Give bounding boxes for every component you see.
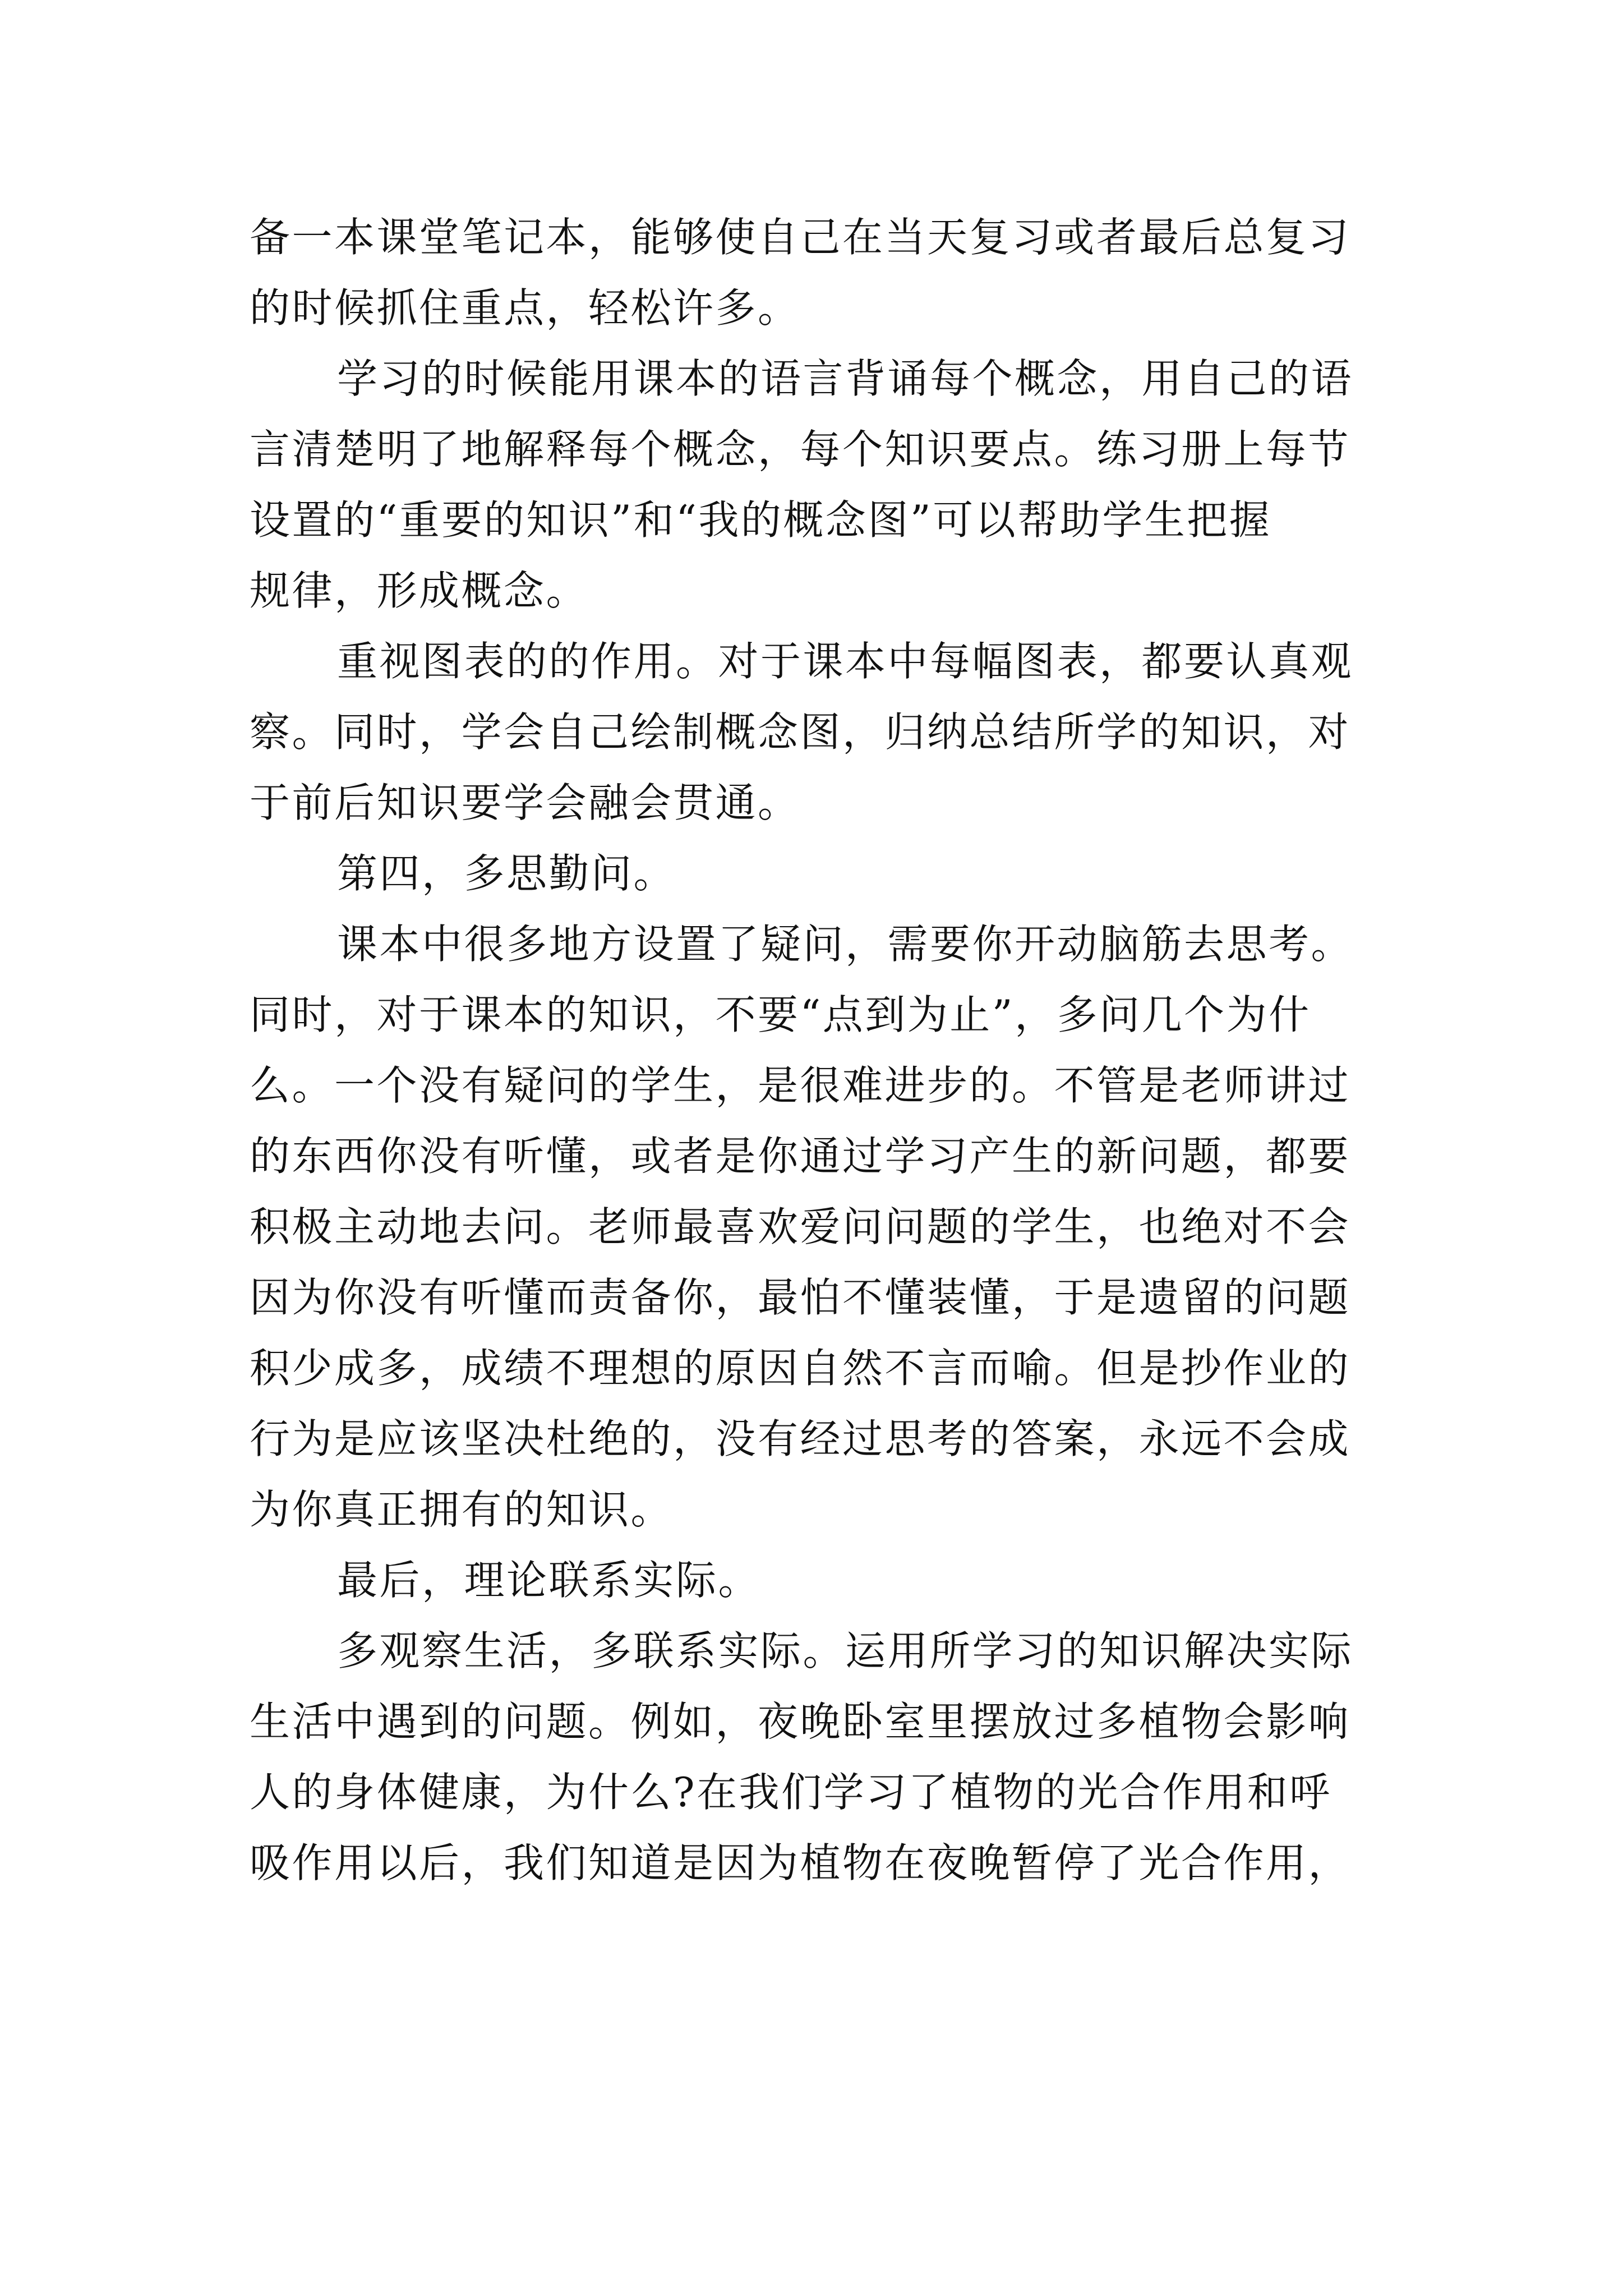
text-line: 多观察生活，多联系实际。运用所学习的知识解决实际 [337, 1627, 1354, 1674]
text-line: 的东西你没有听懂，或者是你通过学习产生的新问题，都要 [250, 1133, 1351, 1180]
text-line: 因为你没有听懂而责备你，最怕不懂装懂，于是遗留的问题 [250, 1274, 1351, 1321]
text-line: 设置的“重要的知识”和“我的概念图”可以帮助学生把握 [250, 496, 1272, 544]
document-body [250, 202, 1388, 1898]
text-line: 言清楚明了地解释每个概念，每个知识要点。练习册上每节 [250, 426, 1351, 473]
text-line: 的时候抓住重点，轻松许多。 [250, 284, 800, 332]
text-line: 积少成多，成绩不理想的原因自然不言而喻。但是抄作业的 [250, 1345, 1351, 1392]
text-line: 人的身体健康，为什么?在我们学习了植物的光合作用和呼 [250, 1769, 1332, 1816]
text-line: 行为是应该坚决杜绝的，没有经过思考的答案，永远不会成 [250, 1415, 1351, 1462]
text-line: 么。一个没有疑问的学生，是很难进步的。不管是老师讲过 [250, 1062, 1351, 1109]
text-line: 重视图表的的作用。对于课本中每幅图表，都要认真观 [337, 638, 1354, 685]
text-line: 为你真正拥有的知识。 [250, 1486, 674, 1533]
text-line: 最后，理论联系实际。 [337, 1557, 761, 1604]
text-line: 积极主动地去问。老师最喜欢爱问问题的学生，也绝对不会 [250, 1203, 1351, 1250]
text-line: 于前后知识要学会融会贯通。 [250, 779, 800, 826]
text-line: 生活中遇到的问题。例如，夜晚卧室里摆放过多植物会影响 [250, 1698, 1351, 1745]
text-line: 第四，多思勤问。 [337, 850, 676, 897]
text-line: 备一本课堂笔记本，能够使自己在当天复习或者最后总复习 [250, 214, 1351, 261]
text-line: 吸作用以后，我们知道是因为植物在夜晚暂停了光合作用， [250, 1839, 1351, 1887]
text-line: 同时，对于课本的知识，不要“点到为止”，多问几个为什 [250, 991, 1311, 1038]
text-line: 学习的时候能用课本的语言背诵每个概念，用自己的语 [337, 355, 1354, 402]
text-line: 规律，形成概念。 [250, 567, 589, 614]
text-line: 察。同时，学会自己绘制概念图，归纳总结所学的知识，对 [250, 708, 1351, 756]
text-line: 课本中很多地方设置了疑问，需要你开动脑筋去思考。 [337, 921, 1354, 968]
